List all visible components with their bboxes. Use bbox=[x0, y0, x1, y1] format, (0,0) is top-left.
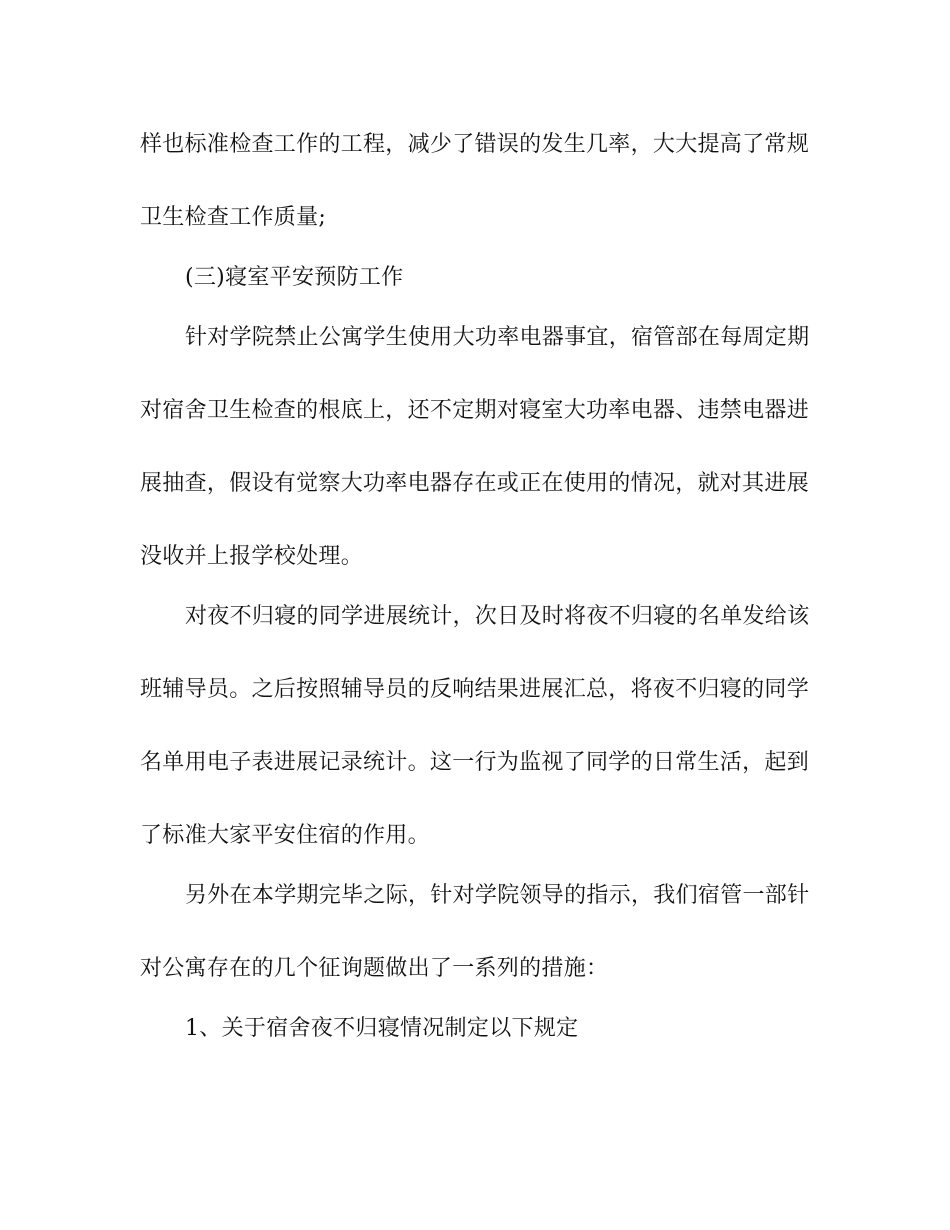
paragraph-line: 对夜不归寝的同学进展统计，次日及时将夜不归寝的名单发给该 bbox=[185, 604, 810, 629]
paragraph-line: 没收并上报学校处理。 bbox=[140, 544, 364, 569]
text-line: 样也标准检查工作的工程，减少了错误的发生几率，大大提高了常规 bbox=[140, 132, 810, 157]
paragraph-line: 了标准大家平安住宿的作用。 bbox=[140, 823, 430, 848]
paragraph-line: 对宿舍卫生检查的根底上，还不定期对寝室大功率电器、违禁电器进 bbox=[140, 398, 810, 423]
paragraph-line: 班辅导员。之后按照辅导员的反响结果进展汇总，将夜不归寝的同学 bbox=[140, 677, 810, 702]
text-line: 卫生检查工作质量; bbox=[140, 205, 327, 230]
section-heading: (三)寝室平安预防工作 bbox=[185, 265, 404, 290]
paragraph-line: 展抽查，假设有觉察大功率电器存在或正在使用的情况，就对其进展 bbox=[140, 471, 810, 496]
paragraph-line: 对公寓存在的几个征询题做出了一系列的措施： bbox=[140, 956, 609, 981]
paragraph-line: 另外在本学期完毕之际，针对学院领导的指示，我们宿管一部针 bbox=[185, 883, 810, 908]
list-item: 1、关于宿舍夜不归寝情况制定以下规定 bbox=[185, 1016, 579, 1041]
paragraph-line: 针对学院禁止公寓学生使用大功率电器事宜，宿管部在每周定期 bbox=[185, 325, 810, 350]
paragraph-line: 名单用电子表进展记录统计。这一行为监视了同学的日常生活，起到 bbox=[140, 750, 810, 775]
